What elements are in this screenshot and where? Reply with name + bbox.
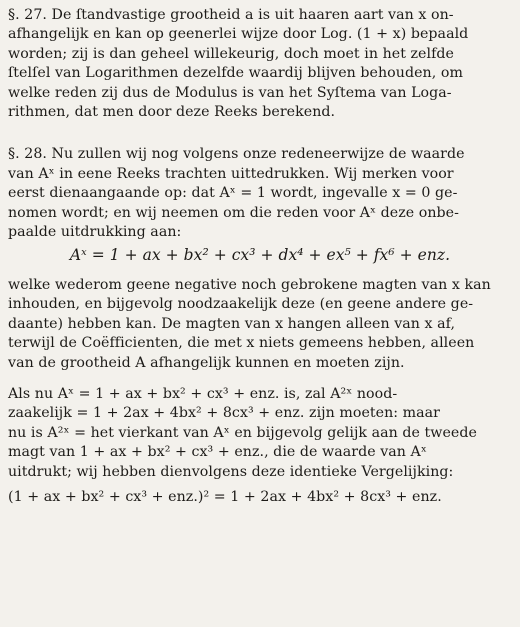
text-line: uitdrukt; wij hebben dienvolgens deze identieke Vergelijking: [8,463,454,480]
text-line: magt van 1 + ax + bx² + cx³ + enz., die de waarde van Aˣ [8,444,427,461]
text-line: paalde uitdrukking aan: [8,224,182,241]
text-line: welke wederom geene negative noch gebrokene magten van x kan [8,276,491,293]
text-line: van de grootheid A afhangelijk kunnen en moeten zijn. [8,354,405,371]
paragraph-3 [8,385,512,507]
text-line: van Aˣ in eene Reeks trachten uittedrukken. Wij merken voor [8,165,454,182]
identity-equation: (1 + ax + bx² + cx³ + enz.)² = 1 + 2ax + 4bx² + 8cx³ + enz. [8,488,442,505]
section-27 [8,6,512,122]
text-line: inhouden, en bijgevolg noodzaakelijk deze (en geene andere ge- [8,296,474,313]
text-line: ſtelſel van Logarithmen dezelfde waardij blijven behouden, om [8,65,463,82]
text-line: daante) hebben kan. De magten van x hangen alleen van x af, [8,315,456,332]
text-line: eerst dienaangaande op: dat Aˣ = 1 wordt, ingevalle x = 0 ge- [8,185,458,202]
text-line: zaakelijk = 1 + 2ax + 4bx² + 8cx³ + enz. zijn moeten: maar [8,405,441,422]
text-line: welke reden zij dus de Modulus is van het Syſtema van Loga- [8,84,452,101]
section-28-continued [8,276,512,373]
text-line: nu is A²ˣ = het vierkant van Aˣ en bijgevolg gelijk aan de tweede [8,424,477,441]
text-line: rithmen, dat men door deze Reeks berekend. [8,104,336,121]
text-line: worden; zij is dan geheel willekeurig, doch moet in het zelfde [8,45,454,62]
paragraph-gap [8,373,512,385]
text-line: terwijl de Coëfficienten, die met x niets gemeens hebben, alleen [8,335,475,352]
text-line: §. 28. Nu zullen wij nog volgens onze redeneerwijze de waarde [8,146,465,163]
text-line: nomen wordt; en wij neemen om die reden voor Aˣ deze onbe- [8,204,459,221]
section-28 [8,145,512,242]
series-formula: Aˣ = 1 + ax + bx² + cx³ + dx⁴ + ex⁵ + fx⁶ + enz. [69,246,451,265]
section-gap [8,122,512,145]
text-line: afhangelijk en kan op geenerlei wijze door Log. (1 + x) bepaald [8,26,469,43]
text-line: Als nu Aˣ = 1 + ax + bx² + cx³ + enz. is, zal A²ˣ nood- [8,385,398,402]
text-line: §. 27. De ſtandvastige grootheid a is uit haaren aart van x on- [8,7,454,23]
